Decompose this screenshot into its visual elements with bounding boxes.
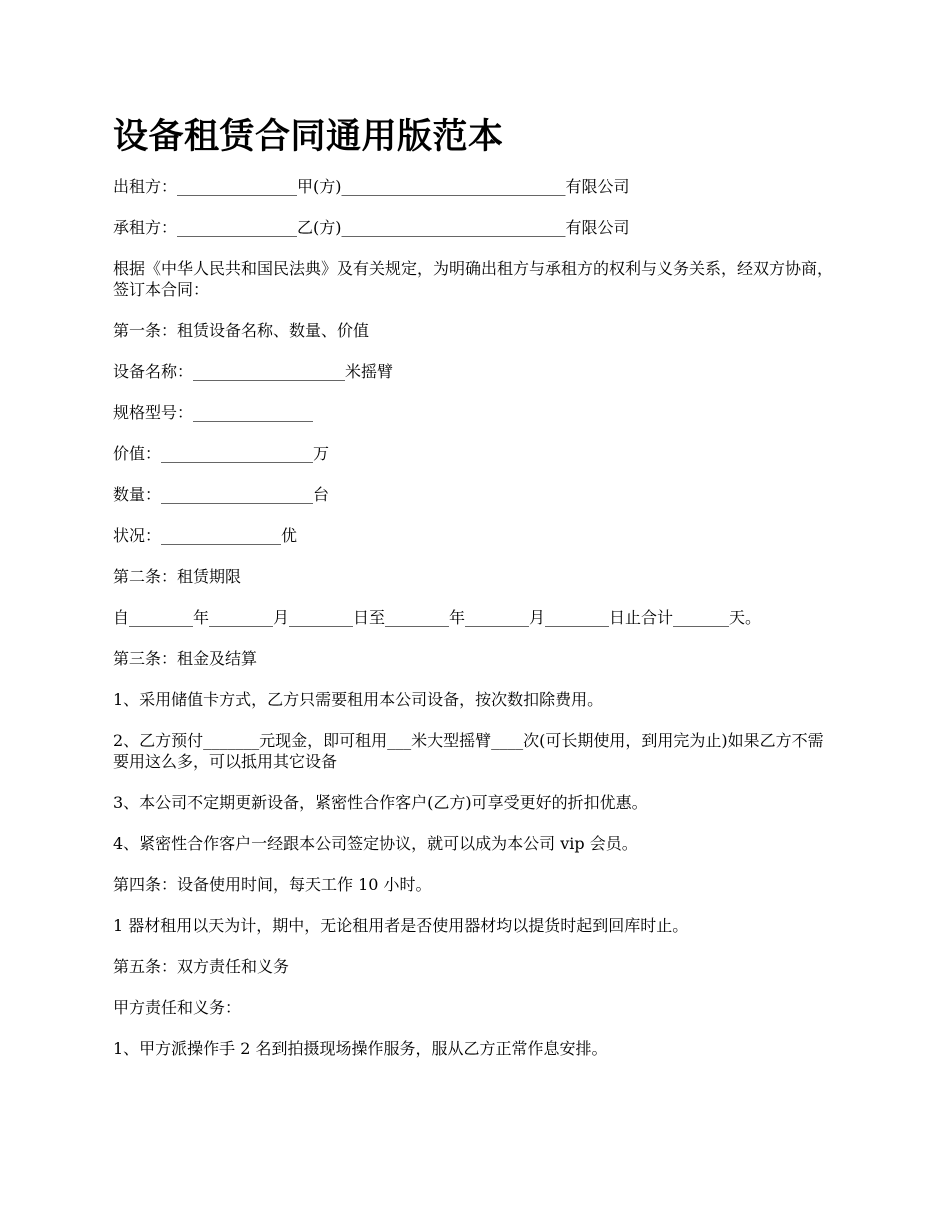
article-5-heading: 第五条：双方责任和义务 — [113, 957, 290, 976]
rent-clause-3: 3、本公司不定期更新设备，紧密性合作客户(乙方)可享受更好的折扣优惠。 — [113, 793, 648, 812]
article-4-heading: 第四条：设备使用时间，每天工作 10 小时。 — [113, 875, 432, 894]
party-a-duties-heading: 甲方责任和义务： — [113, 998, 242, 1017]
lessor-line: 出租方：_______________甲(方)____________________________有限公司 — [113, 177, 630, 196]
lease-period-line: 自________年________月________日至________年________月________日止合计_______天。 — [113, 608, 762, 627]
quantity-line: 数量：___________________台 — [113, 485, 330, 504]
rent-clause-1: 1、采用储值卡方式，乙方只需要租用本公司设备，按次数扣除费用。 — [113, 690, 604, 709]
usage-clause: 1 器材租用以天为计，期中，无论租用者是否使用器材均以提货时起到回库时止。 — [113, 916, 689, 935]
document-page — [113, 112, 833, 1079]
lessee-line: 承租方：_______________乙(方)____________________________有限公司 — [113, 218, 630, 237]
preamble: 根据《中华人民共和国民法典》及有关规定，为明确出租方与承租方的权利与义务关系，经双方协商，签订本合同： — [113, 259, 834, 299]
article-2-heading: 第二条：租赁期限 — [113, 567, 242, 586]
party-a-duty-1: 1、甲方派操作手 2 名到拍摄现场操作服务，服从乙方正常作息安排。 — [113, 1039, 608, 1058]
rent-clause-4: 4、紧密性合作客户一经跟本公司签定协议，就可以成为本公司 vip 会员。 — [113, 834, 638, 853]
article-1-heading: 第一条：租赁设备名称、数量、价值 — [113, 321, 370, 340]
article-3-heading: 第三条：租金及结算 — [113, 649, 258, 668]
condition-line: 状况：_______________优 — [113, 526, 298, 545]
rent-clause-2: 2、乙方预付_______元现金，即可租用___米大型摇臂____次(可长期使用，到用完为止)如果乙方不需要用这么多，可以抵用其它设备 — [113, 731, 824, 771]
value-line: 价值：___________________万 — [113, 444, 330, 463]
equipment-name-line: 设备名称：___________________米摇臂 — [113, 362, 394, 381]
model-line: 规格型号：_______________ — [113, 403, 314, 422]
document-title: 设备租赁合同通用版范本 — [113, 117, 504, 157]
